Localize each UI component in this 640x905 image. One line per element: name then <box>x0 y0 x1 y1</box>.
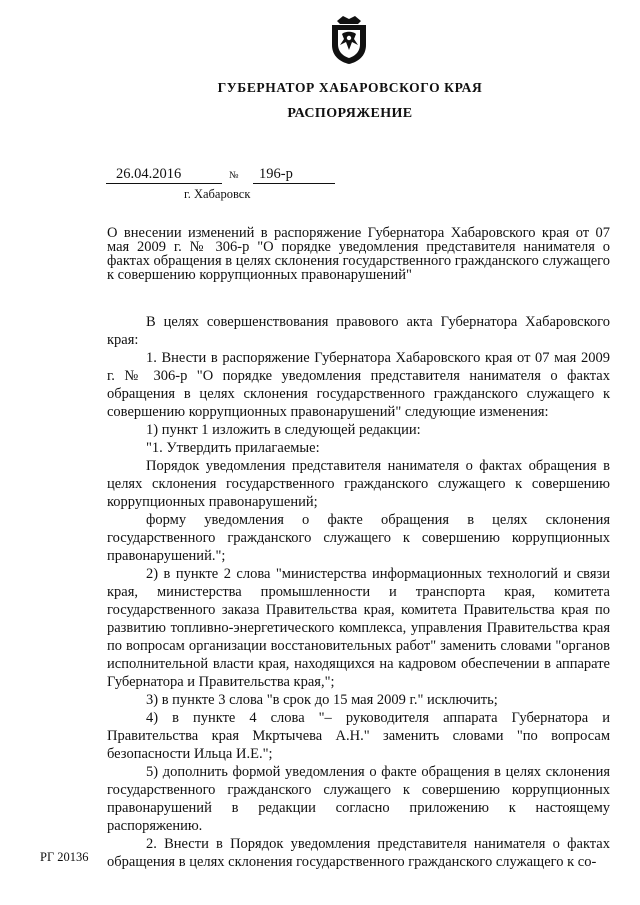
document-city: г. Хабаровск <box>184 187 251 201</box>
document-number: 196-р <box>253 166 335 184</box>
paragraph: 1) пункт 1 изложить в следующей редакции: <box>146 422 421 438</box>
number-sign: № <box>229 170 239 181</box>
paragraph: 1. Внести в распоряжение Губернатора Хабаровского края от 07 мая 2009 г. № 306-р "О порядке уведомления представителя нанимателя о фактах обращения в целях склонения государственного гражданского служащего к совершению коррупционных правонарушений" следующие изменения: <box>107 350 610 420</box>
paragraph: 2. Внести в Порядок уведомления представителя нанимателя о фактах обращения в целях склонения государственного гражданского служащего к со- <box>107 836 610 870</box>
paragraph: форму уведомления о факте обращения в целях склонения государственного гражданского служащего к совершению коррупционных правонарушений."; <box>107 512 610 564</box>
paragraph: 5) дополнить формой уведомления о факте обращения в целях склонения государственного гражданского служащего к совершению коррупционных правонарушений в редакции согласно приложению к настоящему распоряжению. <box>107 764 610 834</box>
coat-of-arms-icon <box>328 15 370 65</box>
document-date: 26.04.2016 <box>106 166 222 184</box>
document-body <box>107 313 610 871</box>
paragraph: В целях совершенствования правового акта Губернатора Хабаровского края: <box>107 314 610 348</box>
issuer-title: ГУБЕРНАТОР ХАБАРОВСКОГО КРАЯ <box>217 80 483 95</box>
paragraph: 2) в пункте 2 слова "министерства информационных технологий и связи края, министерства промышленности и транспорта края, комитета государственного заказа Правительства края, комитета Правительства края по развитию топливно-энергетического комплекса, управления Правительства края по вопросам организации восстановительных работ" заменить словами "органов исполнительной власти края, находящихся на кадровом обеспечении в аппарате Губернатора и Правительства края,"; <box>107 566 610 690</box>
paragraph: 3) в пункте 3 слова "в срок до 15 мая 2009 г." исключить; <box>146 692 498 708</box>
paragraph: 4) в пункте 4 слова "– руководителя аппарата Губернатора и Правительства края Мкртычева А.Н." заменить словами "по вопросам безопасности Ильца И.Е."; <box>107 710 610 762</box>
paragraph: "1. Утвердить прилагаемые: <box>146 440 320 456</box>
paragraph: Порядок уведомления представителя нанимателя о фактах обращения в целях склонения государственного гражданского служащего к совершению коррупционных правонарушений; <box>107 458 610 510</box>
document-subject: О внесении изменений в распоряжение Губернатора Хабаровского края от 07 мая 2009 г. № 306-р "О порядке уведомления представителя нанимателя о фактах обращения в целях склонения государственного гражданского служащего к совершению коррупционных правонарушений" <box>107 225 611 283</box>
registration-code: РГ 20136 <box>40 850 89 864</box>
document-type: РАСПОРЯЖЕНИЕ <box>287 106 413 121</box>
